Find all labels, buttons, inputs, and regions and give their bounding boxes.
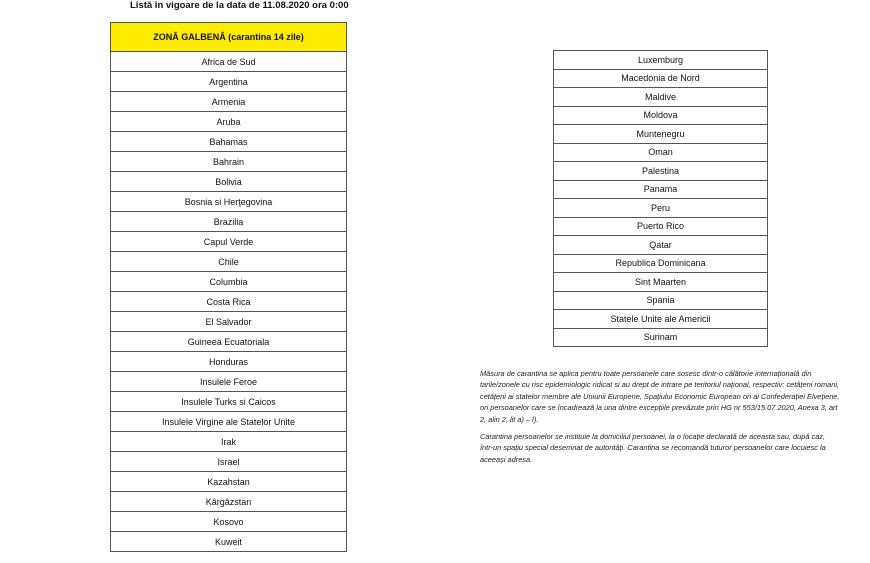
- country-cell: Kazahstan: [111, 472, 347, 492]
- table-row: [111, 152, 347, 172]
- table-row: [554, 217, 768, 236]
- country-cell: Chile: [111, 252, 347, 272]
- country-cell: Argentina: [111, 72, 347, 92]
- table-row: [554, 162, 768, 181]
- table-row: [111, 292, 347, 312]
- table-row: [111, 72, 347, 92]
- quarantine-notes: [480, 368, 840, 471]
- country-cell: Puerto Rico: [554, 217, 768, 236]
- table-row: [111, 392, 347, 412]
- notes-paragraph-2: Carantina persoanelor se instituie la domiciliul persoanei, la o locație declarată de aceasta sau, după caz, într-un spațiu special desemnat de autorități. Carantina se recomandă tuturor persoanelor care locuiesc la aceeași adresa.: [480, 432, 826, 464]
- table-row: [111, 352, 347, 372]
- table-row: [111, 92, 347, 112]
- table-row: [111, 192, 347, 212]
- table-row: [554, 180, 768, 199]
- table-header-row: [111, 23, 347, 52]
- table-row: [554, 106, 768, 125]
- table-row: [554, 236, 768, 255]
- table-row: [554, 291, 768, 310]
- table-row: [554, 310, 768, 329]
- country-cell: Guineea Ecuatoriala: [111, 332, 347, 352]
- table-row: [111, 432, 347, 452]
- yellow-zone-table: [110, 22, 347, 552]
- table-row: [111, 212, 347, 232]
- table-row: [111, 172, 347, 192]
- country-cell: Palestina: [554, 162, 768, 181]
- table-row: [111, 272, 347, 292]
- country-cell: El Salvador: [111, 312, 347, 332]
- table-row: [111, 472, 347, 492]
- table-row: [554, 125, 768, 144]
- table-row: [111, 492, 347, 512]
- table-row: [111, 372, 347, 392]
- country-cell: Kosovo: [111, 512, 347, 532]
- country-cell: Insulele Turks si Caicos: [111, 392, 347, 412]
- country-cell: Bolivia: [111, 172, 347, 192]
- table-row: [111, 452, 347, 472]
- country-cell: Peru: [554, 199, 768, 218]
- country-cell: Honduras: [111, 352, 347, 372]
- table-row: [111, 252, 347, 272]
- table-row: [111, 512, 347, 532]
- country-cell: Brazilia: [111, 212, 347, 232]
- table-row: [111, 312, 347, 332]
- table-row: [111, 532, 347, 552]
- country-cell: Kârgâzstan: [111, 492, 347, 512]
- country-cell: Armenia: [111, 92, 347, 112]
- table-row: [554, 273, 768, 292]
- country-cell: Bahrain: [111, 152, 347, 172]
- table-row: [554, 143, 768, 162]
- yellow-zone-table-continued: [553, 50, 768, 347]
- country-cell: Columbia: [111, 272, 347, 292]
- table-row: [111, 232, 347, 252]
- country-cell: Kuweit: [111, 532, 347, 552]
- country-cell: Israel: [111, 452, 347, 472]
- country-cell: Macedonia de Nord: [554, 69, 768, 88]
- country-cell: Capul Verde: [111, 232, 347, 252]
- table-row: [111, 112, 347, 132]
- table-row: [111, 332, 347, 352]
- country-cell: Sint Maarten: [554, 273, 768, 292]
- country-cell: Africa de Sud: [111, 52, 347, 72]
- country-cell: Costa Rica: [111, 292, 347, 312]
- country-cell: Insulele Feroe: [111, 372, 347, 392]
- table-row: [554, 69, 768, 88]
- country-cell: Bosnia si Herţegovina: [111, 192, 347, 212]
- country-cell: Muntenegru: [554, 125, 768, 144]
- country-cell: Qatar: [554, 236, 768, 255]
- yellow-zone-header: ZONĂ GALBENĂ (carantina 14 zile): [111, 23, 347, 52]
- country-cell: Irak: [111, 432, 347, 452]
- table-row: [554, 328, 768, 347]
- country-cell: Republica Dominicana: [554, 254, 768, 273]
- country-cell: Oman: [554, 143, 768, 162]
- table-row: [554, 88, 768, 107]
- table-row: [111, 52, 347, 72]
- country-cell: Insulele Virgine ale Statelor Unite: [111, 412, 347, 432]
- country-cell: Surinam: [554, 328, 768, 347]
- document-heading: Listă în vigoare de la data de 11.08.2020 ora 0:00: [130, 0, 349, 11]
- table-row: [111, 132, 347, 152]
- table-row: [554, 199, 768, 218]
- table-row: [111, 412, 347, 432]
- table-row: [554, 51, 768, 70]
- country-cell: Bahamas: [111, 132, 347, 152]
- country-cell: Statele Unite ale Americii: [554, 310, 768, 329]
- country-cell: Moldova: [554, 106, 768, 125]
- notes-paragraph-1: Măsura de carantina se aplica pentru toate persoanele care sosesc dintr-o călătorie internațională din tarile/zonele cu risc epidemiologic ridicat si au drept de intrare pe teritoriul național, respectiv: cetățeni romani, cetățeni ai statelor membre ale Uniunii Europene, Spațiului Economic European ori ai Confederației Elvețiene, ori persoanelor care se încadrează la una dintre excepțiile prevăzute prin HG nr 553/15.07.2020, Anexa 3, art 2, alin 2, lit a) – l).: [480, 369, 840, 424]
- country-cell: Spania: [554, 291, 768, 310]
- table-row: [554, 254, 768, 273]
- country-cell: Maldive: [554, 88, 768, 107]
- country-cell: Panama: [554, 180, 768, 199]
- country-cell: Aruba: [111, 112, 347, 132]
- country-cell: Luxemburg: [554, 51, 768, 70]
